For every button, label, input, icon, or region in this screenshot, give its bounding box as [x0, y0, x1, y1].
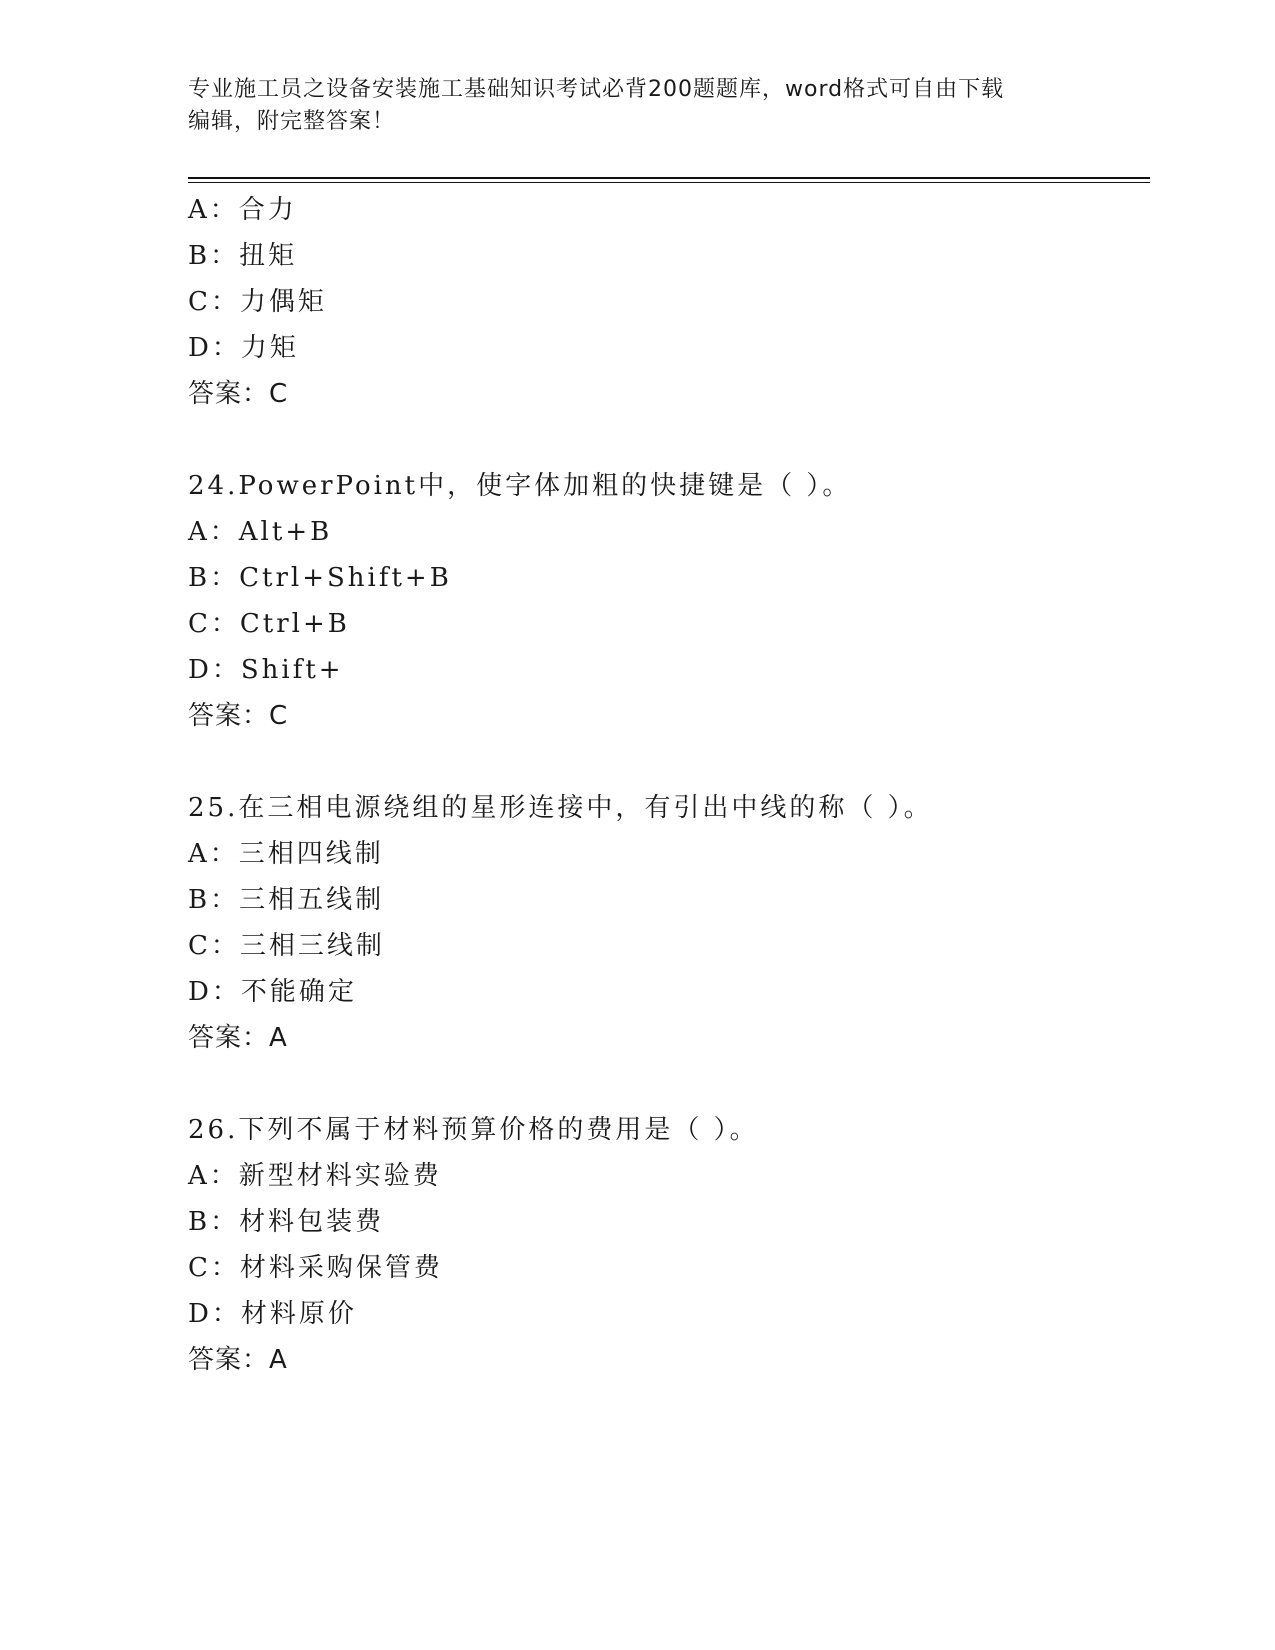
- document-header: [188, 74, 1088, 138]
- header-divider-thick: [188, 177, 1150, 179]
- answer-line: 答案：A: [188, 1023, 288, 1053]
- question-title: 24.PowerPoint中，使字体加粗的快捷键是（ ）。: [188, 471, 852, 501]
- option-d: D：材料原价: [188, 1299, 357, 1329]
- header-line-2: 编辑，附完整答案！: [188, 109, 396, 134]
- header-divider-thin: [188, 182, 1150, 183]
- spacer: [188, 1061, 1148, 1107]
- header-line-1: 专业施工员之设备安装施工基础知识考试必背200题题库，word格式可自由下载: [188, 77, 1005, 102]
- document-content: [188, 187, 1148, 1383]
- option-a: A：三相四线制: [188, 839, 384, 869]
- question-24: [188, 463, 1148, 739]
- question-title: 25.在三相电源绕组的星形连接中，有引出中线的称（ ）。: [188, 793, 933, 823]
- spacer: [188, 739, 1148, 785]
- option-b: B：Ctrl+Shift+B: [188, 563, 452, 593]
- option-a: A：Alt+B: [188, 517, 333, 547]
- option-c: C：Ctrl+B: [188, 609, 350, 639]
- question-26: [188, 1107, 1148, 1383]
- option-d: D：力矩: [188, 333, 299, 363]
- question-25: [188, 785, 1148, 1061]
- option-a: A：合力: [188, 195, 297, 225]
- question-title: 26.下列不属于材料预算价格的费用是（ ）。: [188, 1115, 759, 1145]
- option-d: D：不能确定: [188, 977, 357, 1007]
- option-c: C：三相三线制: [188, 931, 385, 961]
- question-23-continued: [188, 187, 1148, 417]
- answer-line: 答案：C: [188, 379, 289, 409]
- spacer: [188, 417, 1148, 463]
- option-c: C：力偶矩: [188, 287, 327, 317]
- option-b: B：材料包装费: [188, 1207, 385, 1237]
- answer-line: 答案：A: [188, 1345, 288, 1375]
- option-b: B：扭矩: [188, 241, 298, 271]
- option-a: A：新型材料实验费: [188, 1161, 442, 1191]
- option-c: C：材料采购保管费: [188, 1253, 443, 1283]
- option-b: B：三相五线制: [188, 885, 385, 915]
- answer-line: 答案：C: [188, 701, 289, 731]
- option-d: D：Shift+: [188, 655, 344, 685]
